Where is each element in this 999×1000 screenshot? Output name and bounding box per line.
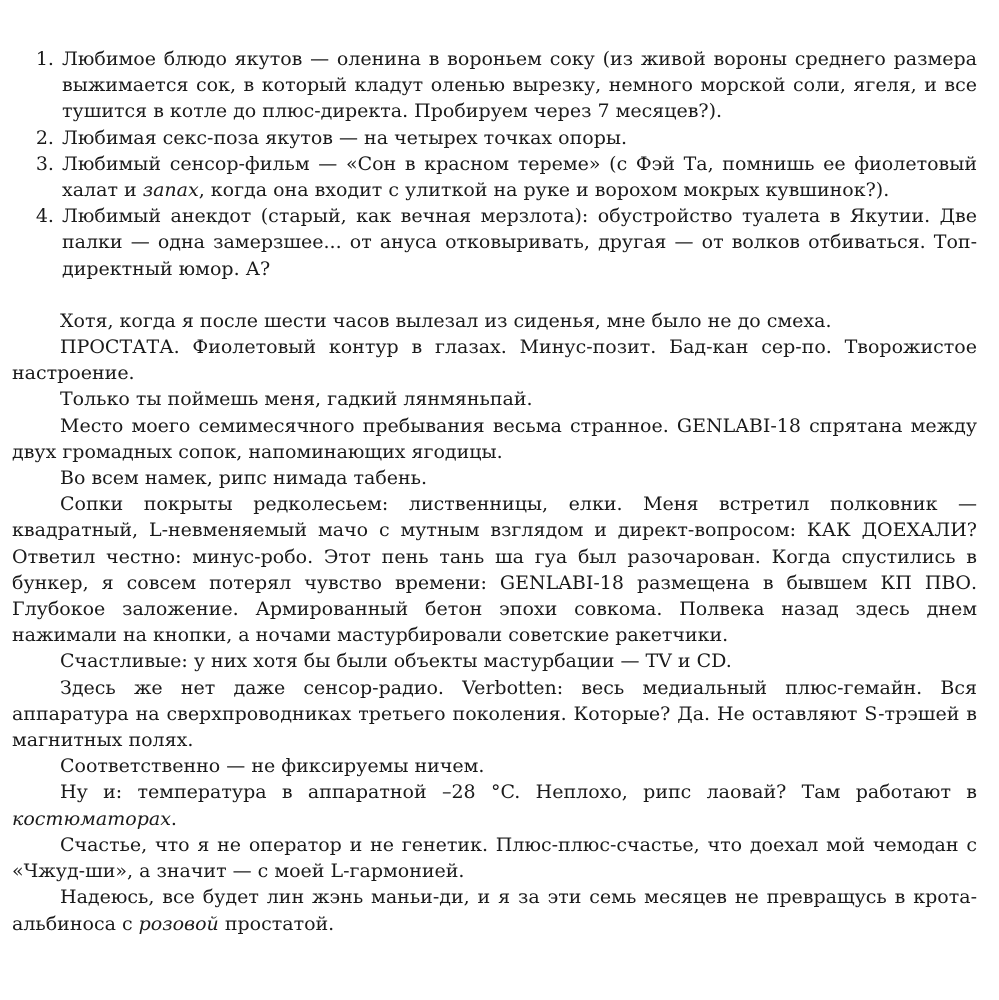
paragraph: Здесь же нет даже сенсор-радио. Verbotten: весь медиальный плюс-гемайн. Вся аппаратура на сверхпроводниках третьего поколения. Которые? Да. Не оставляют S-трэшей в магнитных полях. xyxy=(12,676,977,752)
text-segment: Ну и: температура в аппаратной –28 °C. Неплохо, рипс лаовай? Там работают в xyxy=(60,781,977,804)
paragraph: ПРОСТАТА. Фиолетовый контур в глазах. Минус-позит. Бад-кан сер-по. Творожистое настроение. xyxy=(12,336,977,385)
paragraph: Счастливые: у них хотя бы были объекты мастурбации — TV и CD. xyxy=(60,650,732,673)
text-segment: , когда она входит с улиткой на руке и ворохом мокрых кувшинок?). xyxy=(198,179,890,202)
list-item xyxy=(60,151,977,203)
paragraph xyxy=(12,884,977,936)
paragraph xyxy=(12,779,977,831)
paragraph: Во всем намек, рипс нимада табень. xyxy=(60,467,428,490)
text-segment: . xyxy=(170,807,177,830)
text-segment: Надеюсь, все будет лин жэнь маньи-ди, и я за эти семь месяцев не превращусь в крота-альбиноса с xyxy=(12,886,977,935)
italic-text: костюматорах xyxy=(12,807,171,830)
list-item: 1. Любимое блюдо якутов — оленина в вороньем соку (из живой вороны среднего размера выжимается сок, в который кладут оленью вырезку, немного морской соли, ягеля, и все тушится в котле до плюс-директа. Пробируем через 7 месяцев?). xyxy=(60,46,977,125)
paragraph: Только ты поймешь меня, гадкий лянмяньпай. xyxy=(60,388,533,411)
text-segment: простатой. xyxy=(218,912,335,935)
numbered-list xyxy=(12,46,977,282)
paragraph: Соответственно — не фиксируемы ничем. xyxy=(60,755,485,778)
list-item: 2. Любимая секс-поза якутов — на четырех точках опоры. xyxy=(60,125,977,151)
text-segment: Любимый сенсор-фильм — «Сон в красном тереме» (с Фэй Та, помнишь ее фиолетовый халат и xyxy=(62,152,977,202)
paragraph: Счастье, что я не оператор и не генетик. Плюс-плюс-счастье, что доехал мой чемодан с «Чжуд-ши», а значит — с моей L-гармонией. xyxy=(12,833,977,883)
paragraph: Хотя, когда я после шести часов вылезал из сиденья, мне было не до смеха. xyxy=(60,309,832,332)
paragraph: Сопки покрыты редколесьем: лиственницы, елки. Меня встретил полковник — квадратный, L-невменяемый мачо с мутным взглядом и директ-вопросом: КАК ДОЕХАЛИ? Ответил честно: минус-робо. Этот пень тань ша гуа был разочарован. Когда спустились в бункер, я совсем потерял чувство времени: GENLABI-18 размещена в бывшем КП ПВО. Глубокое заложение. Армированный бетон эпохи совкома. Полвека назад здесь днем нажимали на кнопки, а ночами мастурбировали советские ракетчики. xyxy=(12,493,977,647)
list-item: 4. Любимый анекдот (старый, как вечная мерзлота): обустройство туалета в Якутии. Две палки — одна замерзшее... от ануса отковыривать, другая — от волков отбиваться. Топ-директный юмор. А? xyxy=(60,203,977,282)
paragraph: Место моего семимесячного пребывания весьма странное. GENLABI-18 спрятана между двух громадных сопок, напоминающих ягодицы. xyxy=(12,414,977,463)
italic-text: запах xyxy=(142,179,199,202)
italic-text: розовой xyxy=(138,912,219,935)
